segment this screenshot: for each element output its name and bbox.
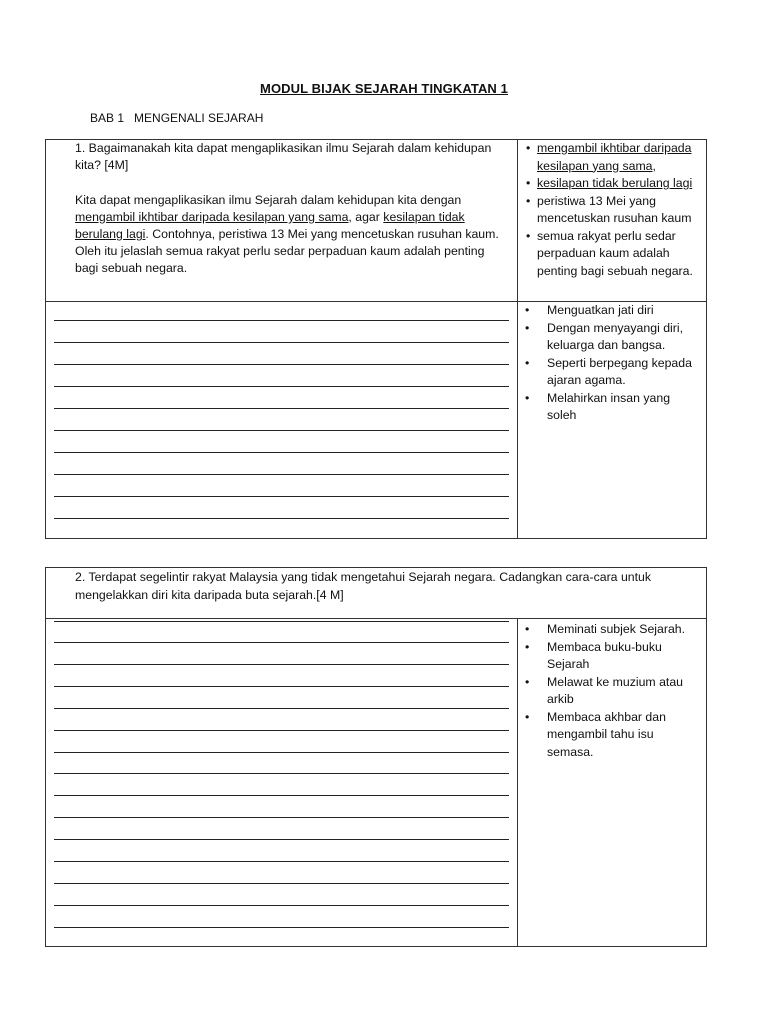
writing-line — [54, 386, 509, 387]
writing-line — [54, 664, 509, 665]
note-text: Melahirkan insan yang soleh — [547, 390, 671, 422]
bullet-icon: • — [525, 674, 530, 689]
point-text: kesilapan tidak berulang lagi — [537, 176, 693, 190]
writing-line — [54, 430, 509, 431]
writing-line — [54, 342, 509, 343]
writing-line — [54, 408, 509, 409]
list-item — [526, 193, 703, 228]
list-item — [525, 674, 702, 709]
answer-text: , agar — [348, 210, 384, 224]
question-2-row-divider — [45, 618, 707, 619]
answer-text: Kita dapat mengaplikasikan ilmu Sejarah dalam kehidupan kita dengan — [75, 193, 462, 207]
question-1-answer — [75, 192, 507, 277]
answer-text: . Contohnya, peristiwa 13 Mei yang mencetuskan rusuhan kaum. Oleh itu jelaslah semua rakyat perlu sedar perpaduan kaum adalah penting bagi sebuah negara. — [75, 227, 499, 275]
writing-line — [54, 474, 509, 475]
list-item — [525, 639, 702, 674]
list-item — [525, 355, 702, 390]
list-item — [526, 175, 703, 193]
writing-line — [54, 752, 509, 753]
note-text: Membaca akhbar dan mengambil tahu isu semasa. — [547, 709, 666, 759]
writing-line — [54, 708, 509, 709]
writing-line — [54, 320, 509, 321]
writing-line — [54, 773, 509, 774]
writing-line — [54, 364, 509, 365]
bullet-icon: • — [525, 355, 530, 370]
bullet-icon: • — [525, 622, 530, 636]
question-1-points-list — [526, 140, 703, 280]
page-title: MODUL BIJAK SEJARAH TINGKATAN 1 — [260, 81, 508, 96]
list-item — [525, 302, 702, 320]
note-text: Seperti berpegang kepada ajaran agama. — [547, 355, 692, 387]
note-text: Meminati subjek Sejarah. — [547, 622, 686, 636]
writing-line — [54, 518, 509, 519]
question-1-column-divider — [517, 139, 518, 539]
bullet-icon: • — [525, 303, 530, 317]
writing-line — [54, 839, 509, 840]
writing-line — [54, 496, 509, 497]
point-text: peristiwa 13 Mei yang mencetuskan rusuhan kaum — [537, 193, 692, 225]
chapter-heading: BAB 1 MENGENALI SEJARAH — [90, 111, 264, 125]
list-item — [525, 320, 702, 355]
writing-line — [54, 861, 509, 862]
question-2-notes-list — [525, 621, 702, 761]
answer-underlined-phrase: kesilapan tidak berulang lagi — [75, 210, 465, 241]
bullet-icon: • — [525, 709, 530, 724]
writing-line — [54, 905, 509, 906]
note-text: Dengan menyayangi diri, keluarga dan bangsa. — [547, 320, 684, 352]
bullet-icon: • — [526, 141, 531, 155]
list-item — [526, 228, 703, 281]
note-text: Melawat ke muzium atau arkib — [547, 674, 684, 706]
writing-line — [54, 817, 509, 818]
bullet-icon: • — [525, 390, 530, 405]
bullet-icon: • — [525, 320, 530, 335]
question-1-text: 1. Bagaimanakah kita dapat mengaplikasikan ilmu Sejarah dalam kehidupan kita? [4M] — [75, 141, 492, 172]
answer-underlined-phrase: mengambil ikhtibar daripada kesilapan yang sama — [75, 210, 349, 224]
writing-line — [54, 621, 509, 622]
list-item — [525, 709, 702, 762]
writing-line — [54, 642, 509, 643]
bullet-icon: • — [526, 228, 531, 243]
point-text: mengambil ikhtibar daripada kesilapan yang sama, — [537, 141, 692, 173]
writing-line — [54, 686, 509, 687]
writing-line — [54, 927, 509, 928]
writing-line — [54, 730, 509, 731]
note-text: Menguatkan jati diri — [547, 303, 654, 317]
bullet-icon: • — [526, 193, 531, 208]
list-item — [525, 621, 702, 639]
question-2-text: 2. Terdapat segelintir rakyat Malaysia yang tidak mengetahui Sejarah negara. Cadangkan cara-cara untuk mengelakkan diri kita daripada buta sejarah.[4 M] — [75, 570, 652, 602]
writing-line — [54, 795, 509, 796]
question-1-notes-list — [525, 302, 702, 425]
bullet-icon: • — [525, 639, 530, 654]
writing-line — [54, 452, 509, 453]
bullet-icon: • — [526, 176, 531, 190]
list-item — [526, 140, 703, 175]
note-text: Membaca buku-buku Sejarah — [547, 639, 662, 671]
list-item — [525, 390, 702, 425]
point-text: semua rakyat perlu sedar perpaduan kaum adalah penting bagi sebuah negara. — [537, 228, 693, 278]
question-2-column-divider — [517, 618, 518, 947]
writing-line — [54, 883, 509, 884]
